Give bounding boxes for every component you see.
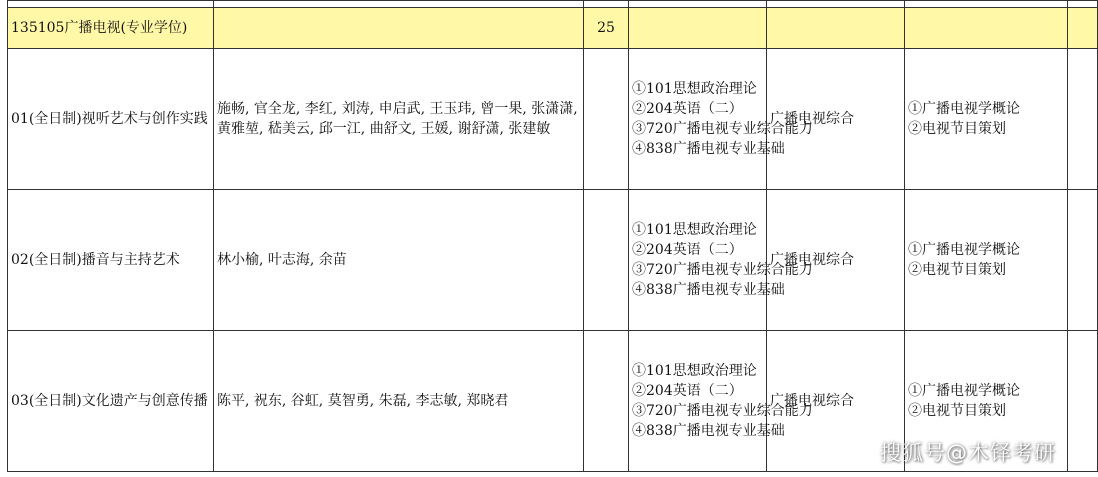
exam-subject: ①101思想政治理论 — [632, 363, 757, 379]
references-cell — [905, 49, 1068, 190]
exam-subject: ④838广播电视专业基础 — [632, 141, 785, 157]
retest-cell: 广播电视综合 — [767, 49, 905, 190]
advisors-cell: 陈平, 祝东, 谷虹, 莫智勇, 朱磊, 李志敏, 郑晓君 — [214, 331, 584, 472]
exam-subject: ③720广播电视专业综合能力 — [632, 262, 813, 278]
major-header-row — [8, 8, 1098, 49]
direction-cell: 01(全日制)视听艺术与创作实践 — [8, 49, 214, 190]
reference-item: ②电视节目策划 — [908, 121, 1006, 137]
references-cell — [905, 190, 1068, 331]
retest-cell: 广播电视综合 — [767, 190, 905, 331]
reference-item: ①广播电视学概论 — [908, 101, 1020, 117]
exam-subject: ②204英语（二） — [632, 383, 743, 399]
watermark: 搜狐号@木铎考研 — [880, 441, 1056, 465]
exam-subject: ④838广播电视专业基础 — [632, 282, 785, 298]
reference-item: ①广播电视学概论 — [908, 383, 1020, 399]
reference-item: ①广播电视学概论 — [908, 242, 1020, 258]
reference-item: ②电视节目策划 — [908, 403, 1006, 419]
enrollment-count: 25 — [584, 8, 629, 49]
exam-subject: ①101思想政治理论 — [632, 81, 757, 97]
admissions-table — [7, 0, 1098, 472]
retest-cell: 广播电视综合 — [767, 331, 905, 472]
direction-cell: 02(全日制)播音与主持艺术 — [8, 190, 214, 331]
top-cut-row — [8, 1, 1098, 8]
direction-cell: 03(全日制)文化遗产与创意传播 — [8, 331, 214, 472]
exam-subject: ③720广播电视专业综合能力 — [632, 121, 813, 137]
reference-item: ②电视节目策划 — [908, 262, 1006, 278]
exam-subject: ④838广播电视专业基础 — [632, 423, 785, 439]
table-row — [8, 49, 1098, 190]
exam-subject: ③720广播电视专业综合能力 — [632, 403, 813, 419]
advisors-cell: 施畅, 官全龙, 李红, 刘涛, 申启武, 王玉玮, 曾一果, 张潇潇, 黄雅堃, 嵇美云, 邱一江, 曲舒文, 王媛, 谢舒潇, 张建敏 — [214, 49, 584, 190]
exam-subject: ①101思想政治理论 — [632, 222, 757, 238]
exam-subject: ②204英语（二） — [632, 242, 743, 258]
table-row — [8, 190, 1098, 331]
advisors-cell: 林小榆, 叶志海, 余苗 — [214, 190, 584, 331]
major-code-name: 135105广播电视(专业学位) — [8, 8, 214, 49]
exam-subject: ②204英语（二） — [632, 101, 743, 117]
